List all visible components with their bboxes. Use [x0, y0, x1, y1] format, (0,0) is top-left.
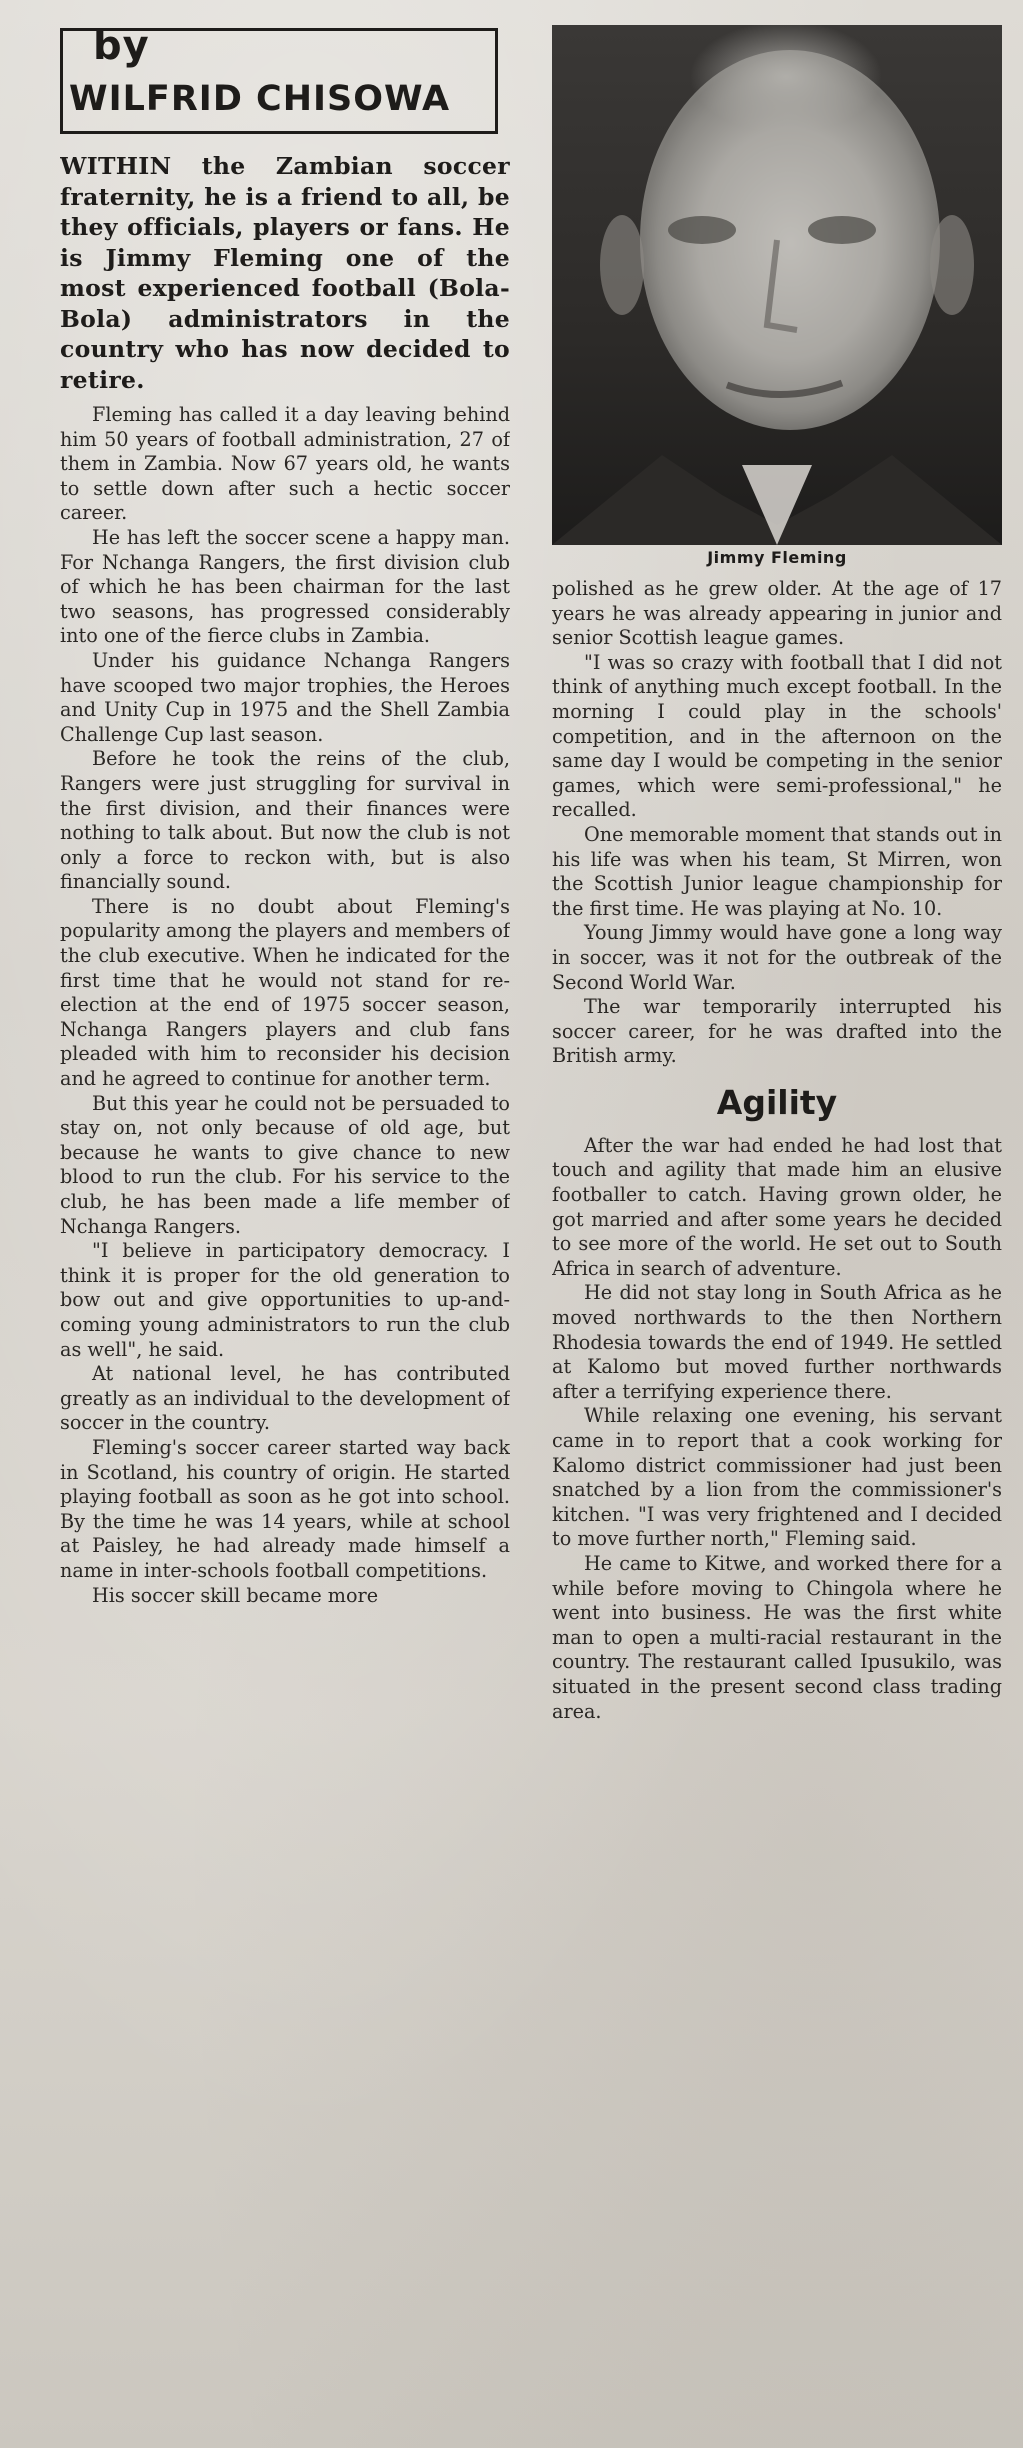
portrait-drawing — [552, 25, 1002, 545]
photo-caption: Jimmy Fleming — [707, 548, 847, 567]
portrait-photo — [552, 25, 1002, 545]
right-body-text-top — [552, 577, 1002, 1069]
byline-author: WILFRID CHISOWA — [69, 79, 451, 119]
paragraph: He has left the soccer scene a happy man. For Nchanga Rangers, the first division club of which he has been chairman for the last two seasons, has progressed considerably into one of the fierce clubs in Zambia. — [60, 525, 510, 648]
lede-paragraph: WITHIN the Zambian soccer fraternity, he is a friend to all, be they officials, players or fans. He is Jimmy Fleming one of the most experienced football (Bola-Bola) administrators in the country who has now decided to retire. — [60, 152, 510, 394]
subheading: Agility — [716, 1082, 838, 1122]
paragraph: "I believe in participatory democracy. I think it is proper for the old generation to bow out and give opportunities to up-and-coming young administrators to run the club as well", he said. — [60, 1239, 510, 1361]
byline-by: by — [93, 28, 150, 69]
paragraph: Fleming has called it a day leaving behind him 50 years of football administration, 27 of them in Zambia. Now 67 years old, he wants to settle down after such a hectic soccer career. — [60, 403, 510, 525]
paragraph: He did not stay long in South Africa as he moved northwards to the then Northern Rhodesia towards the end of 1949. He settled at Kalomo but moved further northwards after a terrifying experience there. — [552, 1281, 1002, 1403]
right-body-text-bottom — [552, 1134, 1002, 1724]
left-body-text — [60, 403, 510, 1608]
paragraph: The war temporarily interrupted his soccer career, for he was drafted into the British army. — [552, 995, 1002, 1068]
byline-box — [60, 28, 498, 134]
paragraph: After the war had ended he had lost that touch and agility that made him an elusive footballer to catch. Having grown older, he got married and after some years he decided to see more of the world. He set out to South Africa in search of adventure. — [552, 1133, 1002, 1280]
paragraph: One memorable moment that stands out in his life was when his team, St Mirren, won the Scottish Junior league championship for the first time. He was playing at No. 10. — [552, 822, 1002, 920]
paragraph: Before he took the reins of the club, Rangers were just struggling for survival in the first division, and their finances were nothing to talk about. But now the club is not only a force to reckon with, but is also financially sound. — [60, 747, 510, 894]
paragraph: His soccer skill became more — [92, 1583, 379, 1607]
paragraph: While relaxing one evening, his servant came in to report that a cook working for Kalomo district commissioner had just been snatched by a lion from the commissioner's kitchen. "I was very frightened and I decided to move further north," Fleming said. — [552, 1404, 1002, 1551]
paragraph: But this year he could not be persuaded to stay on, not only because of old age, but because he wants to give chance to new blood to run the club. For his service to the club, he has been made a life member of Nchanga Rangers. — [60, 1091, 510, 1238]
paragraph: Fleming's soccer career started way back in Scotland, his country of origin. He started playing football as soon as he got into school. By the time he was 14 years, while at school at Paisley, he had already made himself a name in inter-schools football competitions. — [60, 1435, 510, 1582]
paragraph: Young Jimmy would have gone a long way in soccer, was it not for the outbreak of the Second World War. — [552, 921, 1002, 994]
paragraph: polished as he grew older. At the age of 17 years he was already appearing in junior and senior Scottish league games. — [552, 577, 1002, 650]
paragraph: "I was so crazy with football that I did not think of anything much except football. In the morning I could play in the schools' competition, and in the afternoon on the same day I would be competing in the senior games, which were semi-professional," he recalled. — [552, 650, 1002, 822]
paragraph: Under his guidance Nchanga Rangers have scooped two major trophies, the Heroes and Unity Cup in 1975 and the Shell Zambia Challenge Cup last season. — [60, 648, 510, 746]
paragraph: There is no doubt about Fleming's popularity among the players and members of the club executive. When he indicated for the first time that he would not stand for re-election at the end of 1975 soccer season, Nchanga Rangers players and club fans pleaded with him to reconsider his decision and he agreed to continue for another term. — [60, 894, 510, 1091]
paragraph: He came to Kitwe, and worked there for a while before moving to Chingola where he went into business. He was the first white man to open a multi-racial restaurant in the country. The restaurant called Ipusukilo, was situated in the present second class trading area. — [552, 1551, 1002, 1723]
right-column — [552, 25, 1002, 2440]
paragraph: At national level, he has contributed greatly as an individual to the development of soccer in the country. — [60, 1362, 510, 1435]
left-column — [60, 28, 510, 2438]
